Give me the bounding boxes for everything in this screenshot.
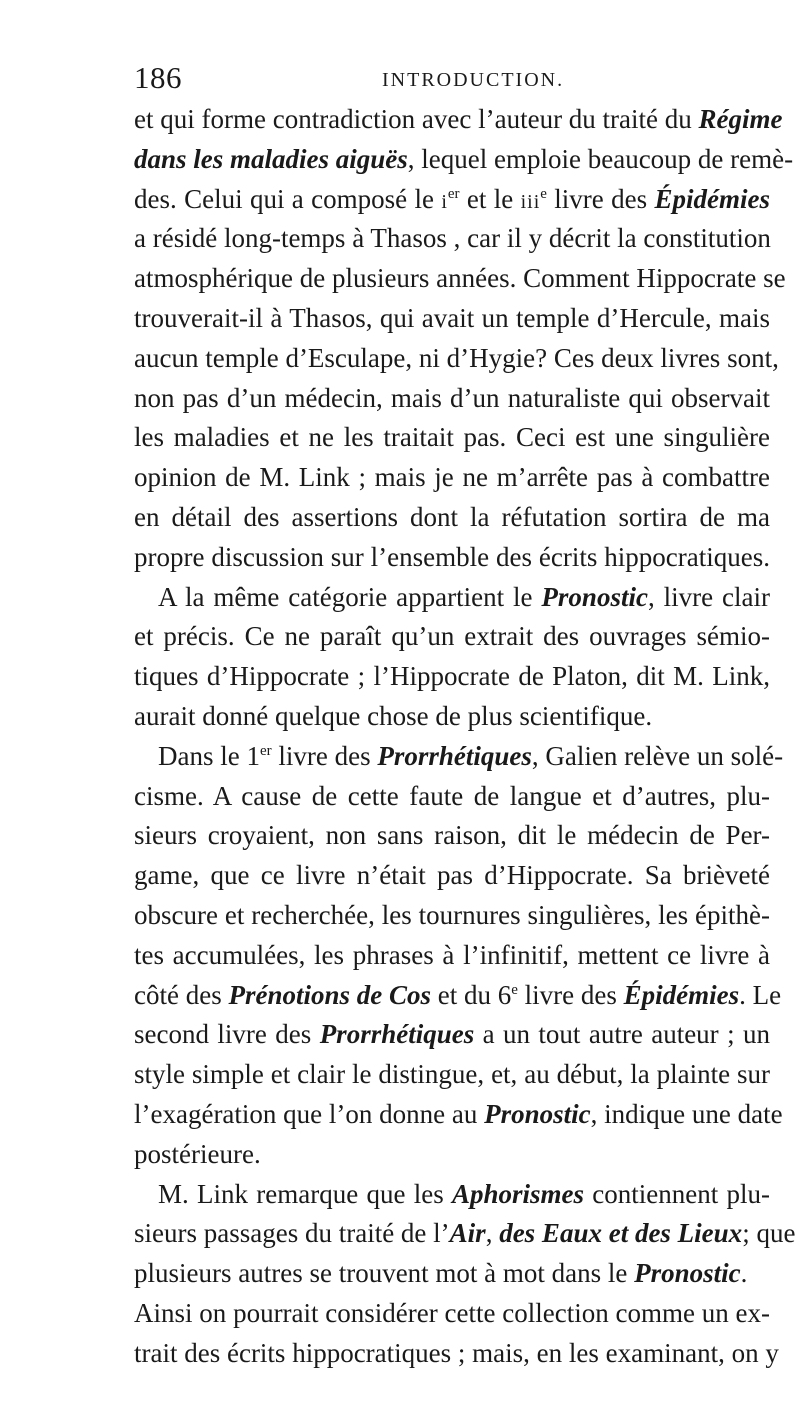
text-line: game, que ce livre n’était pas d’Hippocrate. Sa brièveté <box>134 860 770 891</box>
text-line: les maladies et ne les traitait pas. Ceci est une singulière <box>134 422 770 453</box>
text-line: opinion de M. Link ; mais je ne m’arrête pas à combattre <box>134 462 770 493</box>
text-line: l’exagération que l’on donne au Pronostic, indique une date <box>134 1098 783 1129</box>
page-header <box>134 58 774 98</box>
text-line: M. Link remarque que les Aphorismes contiennent plu- <box>158 1178 771 1209</box>
italic-title: Régime <box>698 104 783 134</box>
text-line: tes accumulées, les phrases à l’infinitif, mettent ce livre à <box>134 939 770 970</box>
text-line: style simple et clair le distingue, et, au début, la plainte sur <box>134 1059 770 1090</box>
italic-title: Air <box>449 1218 486 1249</box>
superscript: er <box>447 185 460 202</box>
italic-title: Prorrhétiques <box>319 1019 475 1050</box>
text-line: A la même catégorie appartient le Pronostic, livre clair <box>158 581 770 612</box>
text-line: second livre des Prorrhétiques a un tout autre auteur ; un <box>134 1019 770 1050</box>
text-line: cisme. A cause de cette faute de langue et d’autres, plu- <box>134 780 770 811</box>
page-number: 186 <box>134 60 182 95</box>
text-line: Dans le 1er livre des Prorrhétiques, Galien relève un solé- <box>158 740 784 771</box>
text-line: propre discussion sur l’ensemble des écrits hippocratiques. <box>134 541 770 572</box>
superscript: er <box>259 742 272 759</box>
italic-title: Épidémies <box>654 183 770 214</box>
text-line: aucun temple d’Esculape, ni d’Hygie? Ces deux livres sont, <box>134 342 779 373</box>
text-line: non pas d’un médecin, mais d’un naturaliste qui observait <box>134 382 770 413</box>
running-head: INTRODUCTION. <box>382 69 565 91</box>
text-line: sieurs croyaient, non sans raison, dit le médecin de Per- <box>134 820 770 851</box>
roman-numeral: i <box>441 190 448 213</box>
italic-title: Pronostic <box>634 1258 741 1289</box>
roman-numeral: iii <box>520 190 541 213</box>
text-line: tiques d’Hippocrate ; l’Hippocrate de Platon, dit M. Link, <box>134 661 770 692</box>
text-line: trait des écrits hippocratiques ; mais, en les examinant, on y <box>134 1337 779 1368</box>
italic-title: Prénotions de Cos <box>228 979 431 1010</box>
text-line: des. Celui qui a composé le $i^{er}$ et le iii$^e$ livre des Épidémies <box>134 183 770 214</box>
superscript: e <box>511 981 518 998</box>
text-line: trouverait-il à Thasos, qui avait un temple d’Hercule, mais <box>134 302 770 333</box>
text-line: postérieure. <box>134 1138 261 1169</box>
text-line: a résidé long-temps à Thasos , car il y décrit la constitution <box>134 223 771 254</box>
text-line: atmosphérique de plusieurs années. Comment Hippocrate se <box>134 263 786 294</box>
italic-title: Épidémies <box>623 979 740 1010</box>
text-line: obscure et recherchée, les tournures singulières, les épithè- <box>134 899 770 930</box>
italic-title: Aphorismes <box>451 1178 585 1209</box>
text-line: et qui forme contradiction avec l’auteur du traité du Régime <box>134 104 783 134</box>
text-line: dans les maladies aiguës, lequel emploie beaucoup de remè- <box>134 143 794 174</box>
text-line: sieurs passages du traité de l’Air, des Eaux et des Lieux; que <box>134 1218 796 1249</box>
body-text <box>134 100 796 1374</box>
italic-title: dans les maladies aiguës <box>134 143 408 174</box>
text-line: côté des Prénotions de Cos et du 6e livre des Épidémies. Le <box>134 979 782 1010</box>
text-line: aurait donné quelque chose de plus scientifique. <box>134 700 653 731</box>
text-line: plusieurs autres se trouvent mot à mot dans le Pronostic. <box>134 1258 748 1289</box>
italic-title: Pronostic <box>484 1098 591 1129</box>
text-line: en détail des assertions dont la réfutation sortira de ma <box>134 501 770 532</box>
superscript: e <box>540 185 547 202</box>
text-line: Ainsi on pourrait considérer cette collection comme un ex- <box>134 1297 770 1328</box>
text-line: et précis. Ce ne paraît qu’un extrait des ouvrages sémio- <box>134 621 770 652</box>
italic-title: des Eaux et des Lieux <box>499 1218 743 1249</box>
italic-title: Pronostic <box>541 581 648 612</box>
italic-title: Prorrhétiques <box>377 740 532 771</box>
